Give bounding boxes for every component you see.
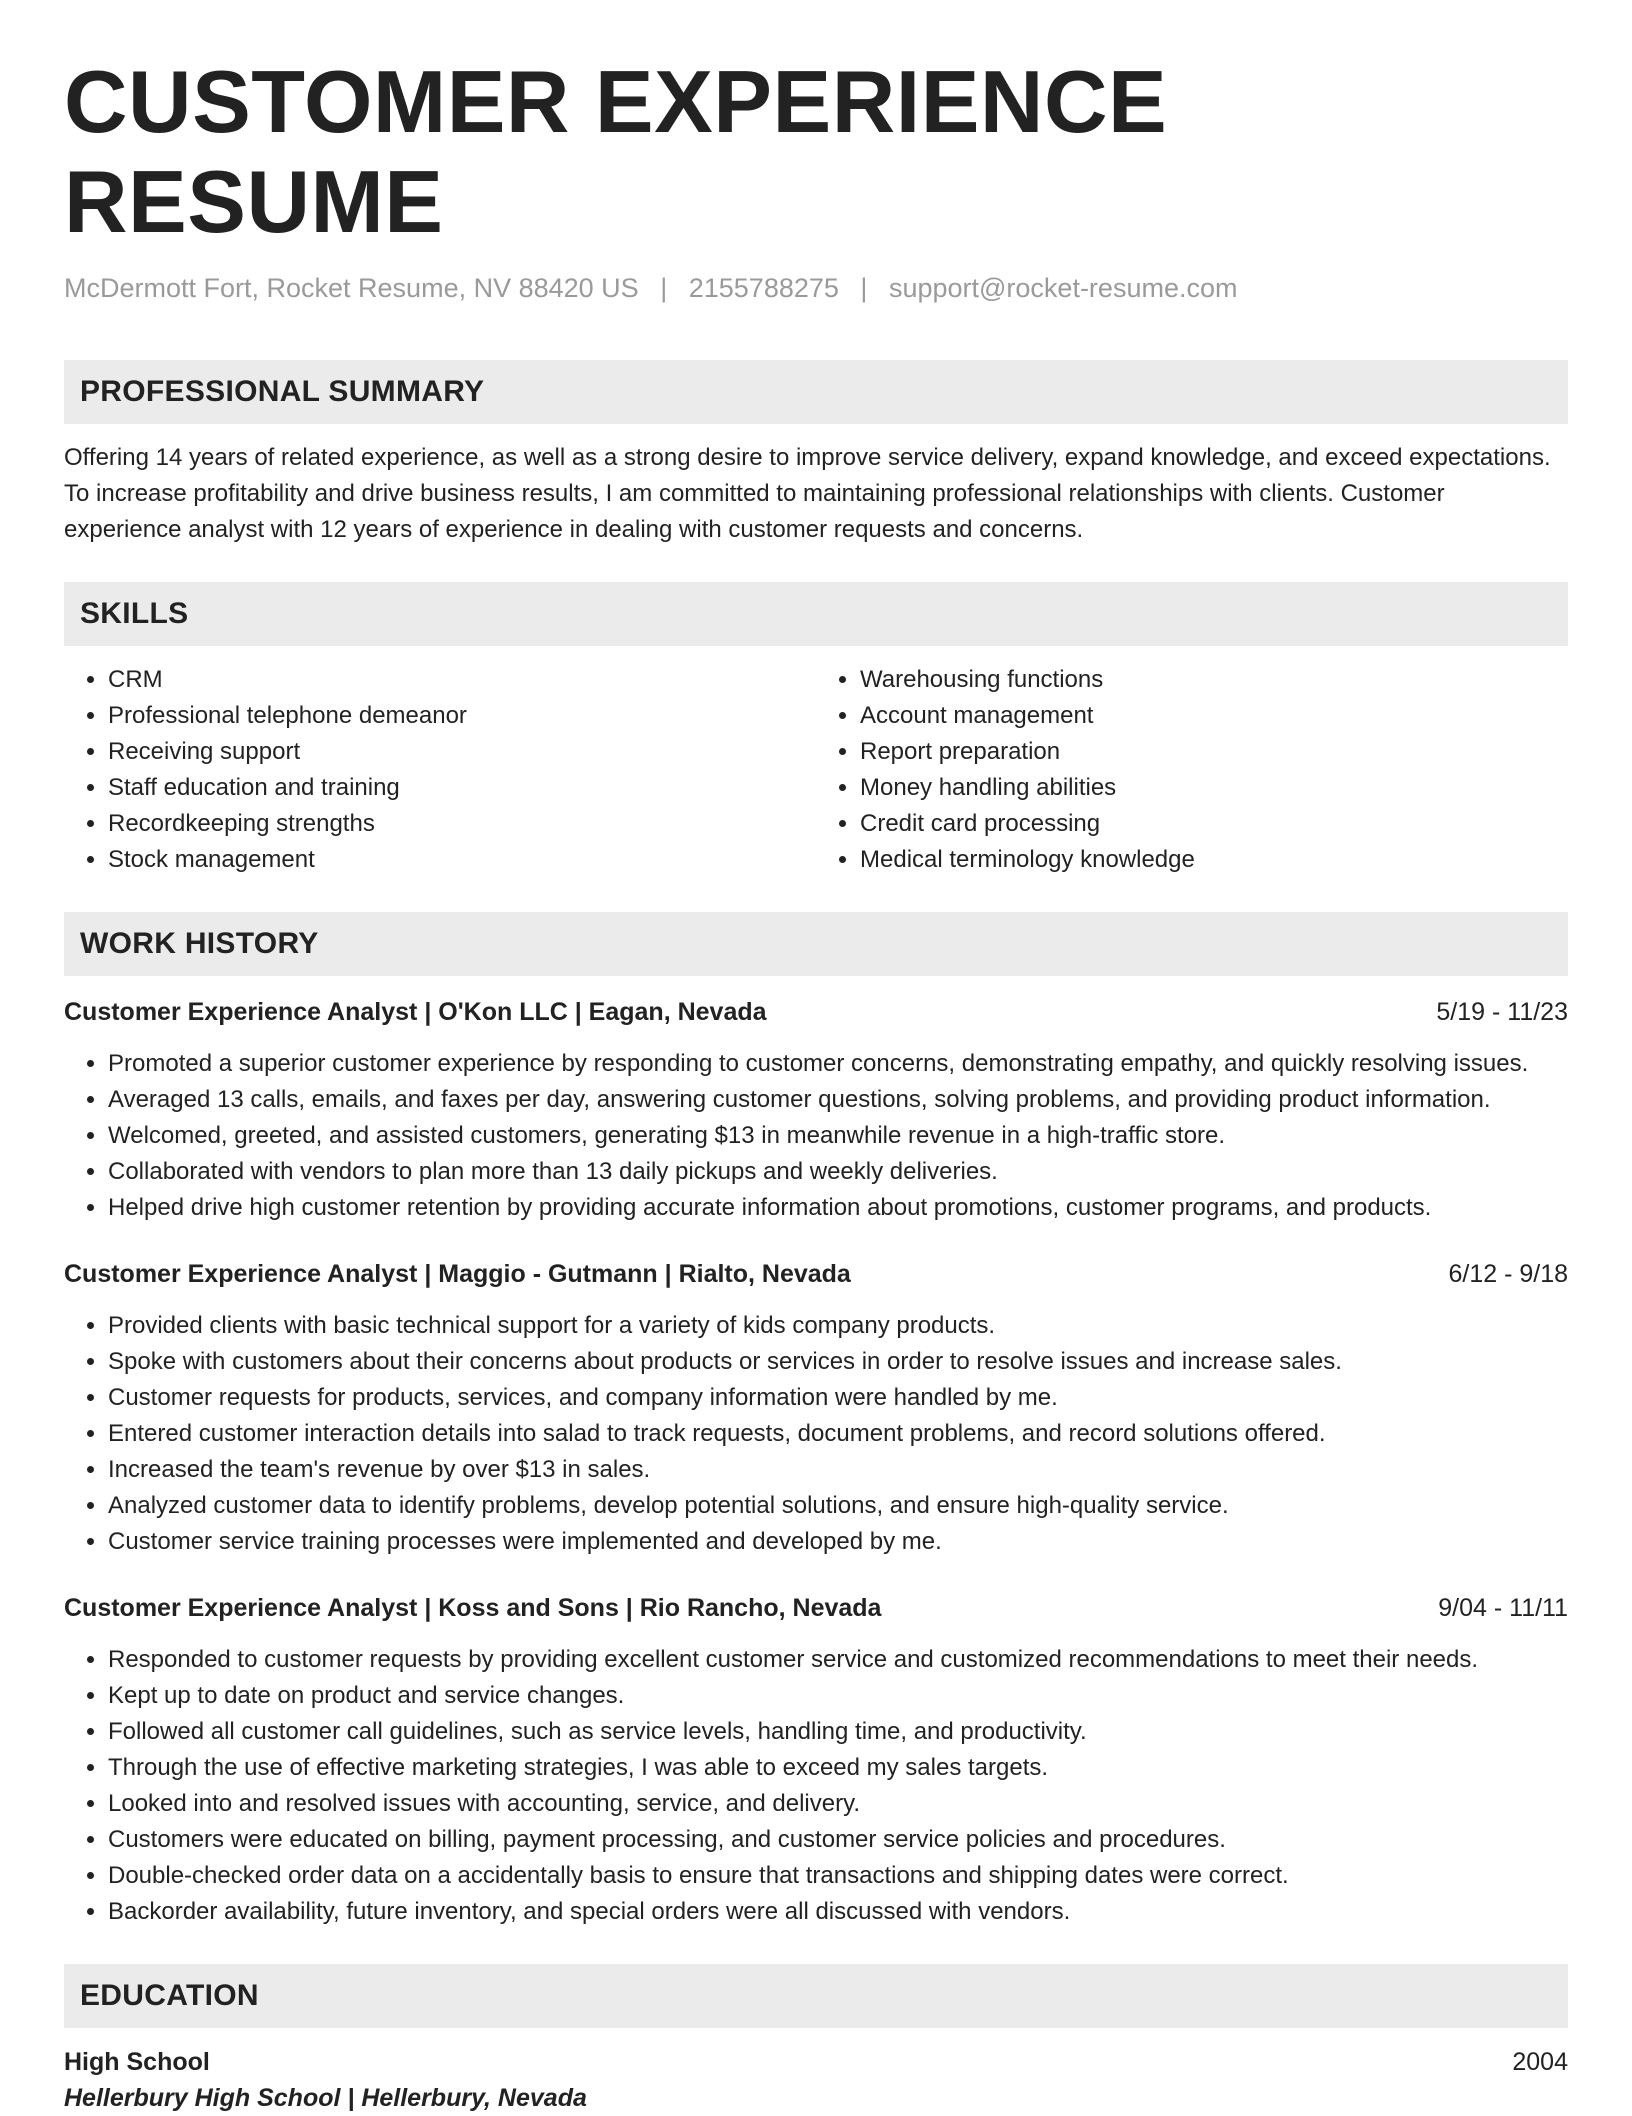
- job-bullet: • Collaborated with vendors to plan more than 13 daily pickups and weekly deliveries.: [108, 1154, 1568, 1190]
- job-header: [64, 994, 1568, 1030]
- job-bullet: • Spoke with customers about their concerns about products or services in order to resolve issues and increase sales.: [108, 1344, 1568, 1380]
- skill-item: • Recordkeeping strengths: [108, 806, 816, 842]
- skills-heading: SKILLS: [64, 582, 1568, 646]
- job-bullet: • Followed all customer call guidelines, such as service levels, handling time, and productivity.: [108, 1714, 1568, 1750]
- job-bullet: • Averaged 13 calls, emails, and faxes per day, answering customer questions, solving problems, and providing product information.: [108, 1082, 1568, 1118]
- contact-email: support@rocket-resume.com: [888, 273, 1238, 303]
- contact-phone: 2155788275: [688, 273, 839, 303]
- job-bullets: [64, 1642, 1568, 1930]
- contact-line: [64, 270, 1568, 306]
- job-dates: 5/19 - 11/23: [1436, 998, 1568, 1026]
- job-bullet: • Kept up to date on product and service changes.: [108, 1678, 1568, 1714]
- skill-item: • Money handling abilities: [860, 770, 1568, 806]
- job-bullet: • Entered customer interaction details into salad to track requests, document problems, and record solutions offered.: [108, 1416, 1568, 1452]
- resume-title: CUSTOMER EXPERIENCE RESUME: [64, 52, 1168, 251]
- contact-separator: |: [660, 273, 668, 303]
- job-header: [64, 1256, 1568, 1292]
- skill-item: • Warehousing functions: [860, 662, 1568, 698]
- job-dates: 9/04 - 11/11: [1438, 1594, 1568, 1622]
- contact-separator: |: [860, 273, 868, 303]
- job-bullet: • Welcomed, greeted, and assisted customers, generating $13 in meanwhile revenue in a high-traffic store.: [108, 1118, 1568, 1154]
- education-degree: High School: [64, 2048, 210, 2076]
- skill-item: • CRM: [108, 662, 816, 698]
- job-entry: [64, 994, 1568, 1226]
- job-bullet: • Customer service training processes were implemented and developed by me.: [108, 1524, 1568, 1560]
- skill-item: • Stock management: [108, 842, 816, 878]
- job-bullet: • Responded to customer requests by providing excellent customer service and customized recommendations to meet their needs.: [108, 1642, 1568, 1678]
- skill-item: • Report preparation: [860, 734, 1568, 770]
- contact-address: McDermott Fort, Rocket Resume, NV 88420 US: [64, 273, 639, 303]
- job-title: Customer Experience Analyst | Maggio - Gutmann | Rialto, Nevada: [64, 1260, 851, 1288]
- job-bullet: • Increased the team's revenue by over $13 in sales.: [108, 1452, 1568, 1488]
- skills-right-column: [816, 662, 1568, 878]
- education-year: 2004: [1512, 2048, 1568, 2076]
- skill-item: • Medical terminology knowledge: [860, 842, 1568, 878]
- summary-heading: PROFESSIONAL SUMMARY: [64, 360, 1568, 424]
- job-bullet: • Backorder availability, future inventory, and special orders were all discussed with vendors.: [108, 1894, 1568, 1930]
- job-bullet: • Customers were educated on billing, payment processing, and customer service policies and procedures.: [108, 1822, 1568, 1858]
- job-title: Customer Experience Analyst | Koss and Sons | Rio Rancho, Nevada: [64, 1594, 882, 1622]
- job-bullet: • Through the use of effective marketing strategies, I was able to exceed my sales targets.: [108, 1750, 1568, 1786]
- skill-item: • Staff education and training: [108, 770, 816, 806]
- job-entry: [64, 1256, 1568, 1560]
- job-dates: 6/12 - 9/18: [1448, 1260, 1568, 1288]
- skills-left-column: [64, 662, 816, 878]
- job-bullet: • Double-checked order data on a accidentally basis to ensure that transactions and shipping dates were correct.: [108, 1858, 1568, 1894]
- education-header: [64, 2044, 1568, 2080]
- job-bullet: • Provided clients with basic technical support for a variety of kids company products.: [108, 1308, 1568, 1344]
- skill-item: • Account management: [860, 698, 1568, 734]
- skills-grid: [64, 662, 1568, 878]
- education-heading: EDUCATION: [64, 1964, 1568, 2028]
- skill-item: • Receiving support: [108, 734, 816, 770]
- job-entry: [64, 1590, 1568, 1930]
- work-history-heading: WORK HISTORY: [64, 912, 1568, 976]
- job-bullet: • Analyzed customer data to identify problems, develop potential solutions, and ensure high-quality service.: [108, 1488, 1568, 1524]
- job-bullet: • Promoted a superior customer experience by responding to customer concerns, demonstrating empathy, and quickly resolving issues.: [108, 1046, 1568, 1082]
- education-school: Hellerbury High School | Hellerbury, Nevada: [64, 2084, 587, 2112]
- job-bullet: • Helped drive high customer retention by providing accurate information about promotions, customer programs, and products.: [108, 1190, 1568, 1226]
- job-bullets: [64, 1308, 1568, 1560]
- job-bullets: [64, 1046, 1568, 1226]
- summary-text: Offering 14 years of related experience, as well as a strong desire to improve service delivery, expand knowledge, and exceed expectations. To increase profitability and drive business results, I am committed to maintaining professional relationships with clients. Customer experience analyst with 12 years of experience in dealing with customer requests and concerns.: [64, 444, 1551, 543]
- job-bullet: • Looked into and resolved issues with accounting, service, and delivery.: [108, 1786, 1568, 1822]
- job-title: Customer Experience Analyst | O'Kon LLC | Eagan, Nevada: [64, 998, 767, 1026]
- job-header: [64, 1590, 1568, 1626]
- job-bullet: • Customer requests for products, services, and company information were handled by me.: [108, 1380, 1568, 1416]
- skill-item: • Professional telephone demeanor: [108, 698, 816, 734]
- skill-item: • Credit card processing: [860, 806, 1568, 842]
